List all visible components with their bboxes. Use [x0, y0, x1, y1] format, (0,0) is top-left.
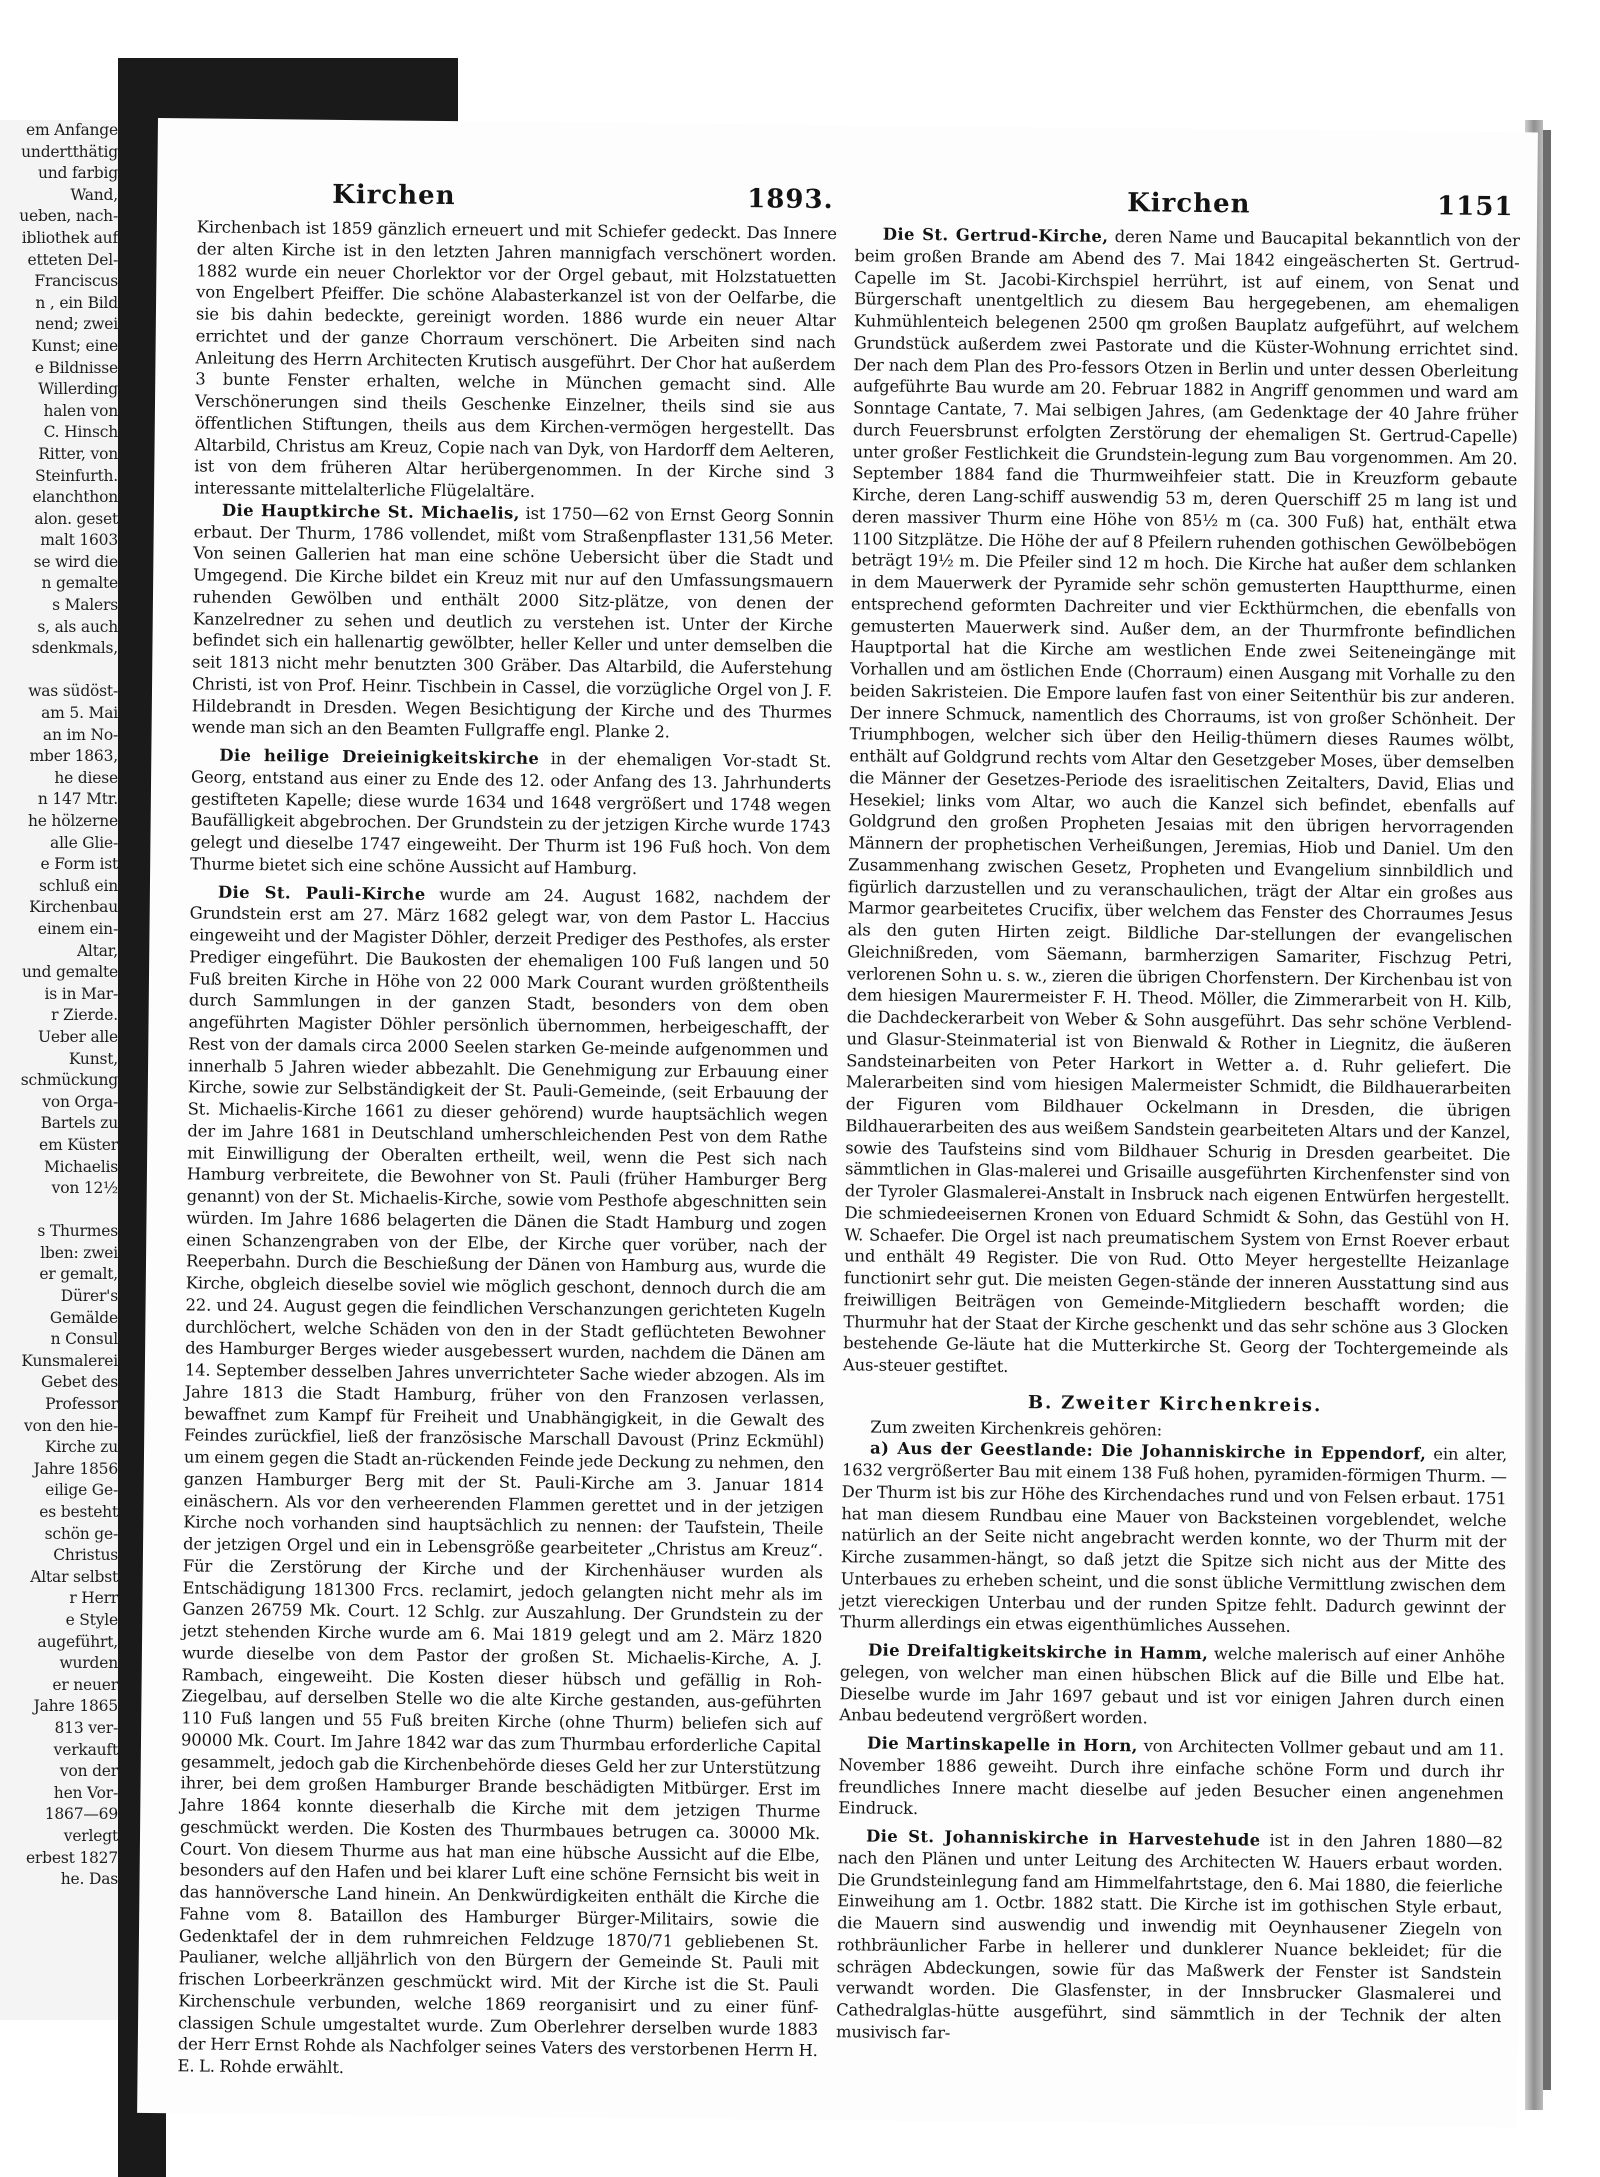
- entry-text: deren Name und Baucapital bekanntlich von der beim großen Brande am Abend des 7. Mai 1842 eingeäscherten St. Gertrud-Capelle im St. Jacobi-Kirchspiel herrührt, ist auf einem, von Senat und Bürgerschaft unentgeltlich zu diesem Bau hergegebenen, am ehemaligen Kuhmühlenteich belegenen 2500 qm großen Bauplatz aufgeführt, auf welchem Grundstück außerdem zwei Pastorate und die Küster-Wohnung errichtet sind. Der nach dem Plan des Pro-fessors Otzen in Berlin und unter dessen Oberleitung aufgeführte Bau wurde am 20. Februar 1882 in Angriff genommen und ward am Sonntage Cantate, 7. Mai selbigen Jahres, (am Gedenktage der 40 Jahre früher durch Feuersbrunst erfolgten Zerstörung der ehemaligen St. Gertrud-Capelle) unter großer Festlichkeit die Grundstein-legung zum Bau vorgenommen. Am 20. September 1884 fand die Thurmweihfeier statt. Die in Kreuzform gebaute Kirche, deren Lang-schiff auswendig 53 m, deren Querschiff 25 m lang ist und deren massiver Thurm eine Höhe von 85½ m (ca. 300 Fuß) hat, enthält etwa 1100 Sitzplätze. Die Höhe der auf 8 Pfeilern ruhenden gothischen Gewölbebögen beträgt 19½ m. Die Pfeiler sind 12 m hoch. Die Kirche hat außer dem schlanken in dem Mauerwerk der Pyramide sehr schön gemusterten Hauptthurme, einen entsprechend geformten Dachreiter und vier Eckthürmchen, die ebenfalls von gemusterten Mauerwerk sind. Außer dem, an der Thurmfronte befindlichen Hauptportal hat die Kirche am westlichen Ende zwei Seiteneingänge mit Vorhallen und am östlichen Ende (Chorraum) einen Ausgang mit Vorhalle zu den beiden Sakristeien. Die Empore laufen fast von einer Seitenthür bis zur anderen. Der innere Schmuck, namentlich des Chorraums, ist von großer Schönheit. Der Triumphbogen, welcher sich über den Heilig-thümern dieses Raumes wölbt, enthält auf Goldgrund rechts vom Altar den Gesetzgeber Moses, über demselben die Männer der Gesetzes-Periode des israelitischen Zeitalters, David, Elias und Hesekiel; links vom Altar, wo auch die Kanzel sich befindet, ebenfalls auf Goldgrund den großen Propheten Jesaias mit den übrigen hervorragenden Männern der prophetischen Verheißungen, Jeremias, Hiob und Daniel. Um den Zusammenhang zwischen Gesetz, Propheten und Evangelium sinnbildlich und figürlich darzustellen und zu veranschaulichen, trägt der Altar ein großes aus Marmor gearbeitetes Crucifix, über welchem das Fenster des Chorraumes Jesus als den guten Hirten zeigt. Bildliche Dar-stellungen der evangelischen Gleichnißreden, vom Säemann, barmherzigen Samariter, Fischzug Petri, verlorenen Sohn u. s. w., zieren die übrigen Chorfenstern. Der Kirchenbau ist von dem hiesigen Maurermeister F. H. Theod. Möller, die Zimmerarbeit von H. Kilb, die Dachdeckerarbeit von Weber & Sohn ausgeführt. Das sehr schöne Verblend- und Glasur-Steinmaterial ist von Bienwald & Rother in Liegnitz, die äußeren Sandsteinarbeiten von Peter Harkort in Wetter a. d. Ruhr geliefert. Die Malerarbeiten sind vom hiesigen Malermeister Schmidt, die Bildhauerarbeiten der Figuren vom Bildhauer Ockelmann in Dresden, die übrigen Bildhauerarbeiten des aus weißem Sandstein gearbeiteten Altars und der Kanzel, sowie des Taufsteins sind vom Bildhauer Schurig in Dresden gearbeitet. Die sämmtlichen in Glas-malerei und Grisaille ausgeführten Kirchenfenster sind von der Tyroler Glasmalerei-Anstalt in Insbruck nach eigenen Entwürfen hergestellt. Die schmiedeeisernen Kronen von Eduard Schmidt & Sohn, das Gestühl von H. W. Schaefer. Die Orgel ist nach preumatischem System von Ernst Roever erbaut und enthält 49 Register. Die von Rud. Otto Meyer hergestellte Heizanlage functionirt sehr gut. Die meisten Gegen-stände der inneren Ausstattung sind aus freiwilligen Beiträgen von Gemeinde-Mitgliedern beschafft worden; die Thurmuhr hat der Staat der Kirche geschenkt und das sehr schöne aus 3 Glocken bestehende Ge-läute hat die Mutterkirche St. Georg der Tochtergemeinde als Aus-steuer gestiftet.: [842, 226, 1520, 1376]
- entry-title: Die Martinskapelle in Horn,: [866, 1733, 1138, 1756]
- facing-page-line: lben: zwei: [40, 1243, 118, 1262]
- facing-page-line: Kirchenbau: [29, 898, 118, 917]
- facing-page-line: n gemalte: [41, 574, 118, 593]
- facing-page-line: Ritter, von: [38, 444, 118, 463]
- facing-page-line: se wird die: [33, 552, 118, 571]
- facing-page-line: er neuer: [52, 1675, 118, 1694]
- facing-page-line: undertthätig: [21, 142, 118, 161]
- facing-page-line: s, als auch: [37, 617, 118, 636]
- facing-page-line: he. Das: [60, 1870, 118, 1889]
- entry-text: von Architecten Vollmer gebaut und am 11. November 1886 geweiht. Durch ihre einfache schöne Form und durch ihr freundliches Innere macht dieselbe auf jeden Besucher einen angenehmen Eindruck.: [838, 1736, 1505, 1819]
- facing-page-line: Franciscus: [34, 272, 118, 291]
- entry-text: ist 1750—62 von Ernst Georg Sonnin erbaut. Der Thurm, 1786 vollendet, mißt vom Straßenpflaster 131,56 Meter. Von seinen Gallerien hat man eine schöne Uebersicht über die Stadt und Umgegend. Die Kirche bildet ein Kreuz mit nur auf den Umfassungsmauern ruhenden Gewölben und enthält 2000 Sitz-plätze, von denen der Kanzelredner zu sehen und deutlich zu verstehen ist. Unter der Kirche befindet sich ein hallenartig gewölbter, heller Keller und unter demselben die seit 1813 nicht mehr benutzten 300 Gräber. Das Altarbild, die Auferstehung Christi, ist von Prof. Heinr. Tischbein in Cassel, die vorzügliche Orgel von J. F. Hildebrandt in Dresden. Wegen Besichtigung der Kirche und des Thurmes wende man sich an den Beamten Fullgraffe engl. Planke 2.: [191, 503, 834, 742]
- entry-title: Die heilige Dreieinigkeitskirche: [219, 745, 540, 769]
- facing-page-line: Kunst,: [68, 1049, 118, 1068]
- facing-page-line: augeführt,: [37, 1632, 118, 1651]
- header-left-title: Kirchen: [332, 179, 456, 212]
- church-entry: [840, 1437, 1507, 1640]
- facing-page-line: schmückung: [20, 1071, 118, 1090]
- facing-page-line: r Herr: [69, 1589, 118, 1608]
- entry-title: Die St. Johanniskirche in Harvestehude: [865, 1826, 1261, 1850]
- facing-page-line: von der: [59, 1762, 118, 1781]
- church-entry: [843, 223, 1520, 1383]
- facing-page-line: n , ein Bild: [35, 293, 118, 312]
- facing-page-line: is in Mar-: [44, 984, 118, 1003]
- header-year: 1893.: [747, 184, 834, 216]
- facing-page-line: Altar selbst: [30, 1567, 118, 1586]
- facing-page-line: Kirche zu: [44, 1438, 118, 1457]
- facing-page-line: sdenkmals,: [31, 639, 118, 658]
- entry-text: Kirchenbach ist 1859 gänzlich erneuert und mit Schiefer gedeckt. Das Innere der alten Kirche ist in den letzten Jahren mannigfach verschönert worden. 1882 wurde ein neuer Chorlektor vor der Orgel gebaut, mit Holzstatuetten von Engelbert Pfeiffer. Die schöne Alabasterkanzel ist von der Oelfarbe, die sie bis dahin bedeckte, gereinigt worden. 1886 wurde ein neuer Altar errichtet und der ganze Chorraum verschönert. Die Arbeiten sind nach Anleitung des Herrn Architecten Krutisch ausgeführt. Der Chor hat außerdem 3 bunte Fenster erhalten, welche in München gemacht sind. Alle Verschönerungen sind theils Geschenke Einzelner, theils sind sie aus öffentlichen Stiftungen, theils aus dem Kirchen-vermögen hergestellt. Das Altarbild, Christus am Kreuz, Copie nach van Dyk, von Hardorff dem Aelteren, ist von dem früheren Altar herübergenommen. In der Kirche sind 3 interessante mittelalterliche Flügelaltäre.: [194, 217, 837, 501]
- facing-page-line: s Thurmes: [37, 1222, 118, 1241]
- facing-page-line: Wand,: [70, 185, 118, 204]
- facing-page-line: Steinfurth.: [34, 466, 118, 485]
- facing-page-line: n 147 Mtr.: [37, 790, 118, 809]
- facing-page-line: s Malers: [52, 596, 118, 615]
- facing-page-line: alon. geset: [34, 509, 118, 528]
- facing-page-line: Bartels zu: [40, 1114, 118, 1133]
- facing-page-line: n Consul: [50, 1330, 118, 1349]
- facing-page-line: Jahre 1856: [33, 1459, 118, 1478]
- entry-text: in der ehemaligen Vor-stadt St. Georg, entstand aus einer zu Ende des 12. oder Anfang des 13. Jahrhunderts gestifteten Kapelle; diese wurde 1634 und 1648 vergrößert und 1748 wegen Baufälligkeit abgebrochen. Der Grundstein zu der jetzigen Kirche wurde 1743 gelegt und dieselbe 1747 eingeweiht. Der Thurm ist 196 Fuß hoch. Von dem Thurme bietet sich eine schöne Aussicht auf Hamburg.: [190, 749, 832, 878]
- church-entry: [194, 216, 837, 505]
- entry-text: ist in den Jahren 1880—82 nach den Plänen und unter Leitung des Architecten W. Hauers erbaut worden. Die Grundsteinlegung fand am Himmelfahrtstage, den 6. Mai 1880, die feierliche Einweihung am 1. Octbr. 1882 statt. Die Kirche ist im gothischen Style erbaut, die Mauern sind auswendig und inwendig mit Oeynhausener Ziegeln von rothbräunlicher Farbe in hellerer und dunklerer Nuance bekleidet; für die schrägen Abdeckungen, sowie für das Maßwerk der Fenster ist Sandstein verwandt worden. Die Glasfenster, in der Innsbrucker Glasmalerei und Cathedralglas-hütte ausgeführt, sind sämmtlich in der Technik der alten musivisch far-: [835, 1830, 1504, 2043]
- facing-page-line: er gemalt,: [39, 1265, 118, 1284]
- facing-page-line: von Orga-: [42, 1092, 118, 1111]
- entry-text: Zum zweiten Kirchenkreis gehören:: [870, 1417, 1163, 1440]
- facing-page-line: Professor: [45, 1395, 118, 1414]
- facing-page-line: eilige Ge-: [45, 1481, 118, 1500]
- facing-page-line: hen Vor-: [53, 1783, 118, 1802]
- facing-page-line: an im No-: [42, 725, 118, 744]
- facing-page-line: Kunsmalerei: [21, 1351, 118, 1370]
- facing-page-line: ibliothek auf: [21, 228, 118, 247]
- facing-page-line: mber 1863,: [29, 747, 118, 766]
- right-text-column: [836, 223, 1520, 2055]
- facing-page-line: Christus: [53, 1546, 118, 1565]
- facing-page-line: [0, 660, 120, 682]
- facing-page-line: am 5. Mai: [41, 704, 118, 723]
- facing-page-line: Jahre 1865: [33, 1697, 118, 1716]
- church-entry: [838, 1732, 1504, 1826]
- facing-page-line: Michaelis: [44, 1157, 118, 1176]
- book-page: [137, 118, 1538, 2127]
- facing-page-line: einem ein-: [37, 919, 118, 938]
- facing-page-line: r Zierde.: [51, 1006, 118, 1025]
- facing-page-line: he diese: [54, 768, 118, 787]
- facing-page-line: was südöst-: [28, 682, 118, 701]
- page-edge-shadow: [1543, 130, 1551, 2090]
- facing-page-line: malt 1603: [40, 531, 118, 550]
- header-right-title: Kirchen: [1127, 188, 1251, 220]
- facing-page-line: nend; zwei: [35, 315, 118, 334]
- church-entry: [192, 499, 834, 745]
- section-heading: B. Zweiter Kirchenkreis.: [1027, 1391, 1323, 1417]
- facing-page-line: es besteht: [39, 1503, 118, 1521]
- entry-text: welche malerisch auf einer Anhöhe gelegen, von welcher man einen hübschen Blick auf die Bille und Elbe hat. Dieselbe wurde im Jahr 1697 gebaut und ist vor einigen Jahren durch einen Anbau bedeutend vergrößert worden.: [839, 1644, 1506, 1728]
- church-entry: [177, 881, 829, 2084]
- facing-page-line: schluß ein: [39, 876, 118, 895]
- facing-page-line: und gemalte: [21, 963, 118, 982]
- facing-page-line: he hölzerne: [27, 812, 118, 830]
- facing-page-line: Willerding: [38, 380, 118, 399]
- facing-page-line: alle Glie-: [50, 833, 118, 852]
- facing-page-line: und farbig: [37, 164, 118, 183]
- facing-page-line: 813 ver-: [54, 1718, 118, 1737]
- page-number: 1151: [1436, 191, 1514, 223]
- facing-page-line: 1867—69: [44, 1805, 118, 1824]
- facing-page-line: verlegt: [63, 1826, 118, 1845]
- entry-title: Die Hauptkirche St. Michaelis,: [221, 500, 520, 523]
- facing-page-line: Dürer's: [60, 1287, 118, 1306]
- facing-page-line: ueben, nach-: [19, 207, 118, 226]
- facing-page-fragment: [0, 120, 120, 2020]
- facing-page-line: erbest 1827: [25, 1848, 118, 1867]
- facing-page-line: Altar,: [76, 941, 118, 960]
- facing-page-line: Gemälde: [49, 1308, 118, 1327]
- facing-page-text: [0, 120, 120, 1891]
- facing-page-line: Ueber alle: [38, 1027, 118, 1046]
- entry-title: Die Dreifaltigkeitskirche in Hamm,: [867, 1640, 1209, 1664]
- facing-page-line: Kunst; eine: [31, 336, 118, 355]
- facing-page-line: elanchthon: [32, 488, 118, 507]
- facing-page-line: halen von: [43, 401, 118, 420]
- church-entry: [190, 744, 831, 881]
- facing-page-line: C. Hinsch: [43, 423, 118, 442]
- facing-page-line: schön ge-: [44, 1524, 118, 1543]
- facing-page-line: e Bildnisse: [34, 358, 118, 377]
- church-entry: [836, 1825, 1503, 2049]
- facing-page-line: von den hie-: [24, 1416, 118, 1435]
- entry-text: ein alter, 1632 vergrößerter Bau mit einem 138 Fuß hohen, pyramiden-förmigen Thurm. — Der Thurm ist bis zur Höhe des Kirchendaches rund und von Felsen erbaut. 1751 hat man diesem Rundbau eine Mauer von Backsteinen vorgeblendet, welche natürlich an der Seite nicht angebracht werden konnte, wo der Thurm mit der Kirche zusammen-hängt, so daß jetzt die Spitze sich nicht aus der Mitte des Unterbaues zu erheben scheint, und die sonst übliche Vermittlung zwischen dem jetzt viereckigen Unterbau und der runden Spitze fehlt. Dadurch gewinnt der Thurm allerdings ein etwas eigenthümliches Aussehen.: [840, 1444, 1508, 1637]
- facing-page-line: wurden: [59, 1654, 118, 1673]
- facing-page-line: em Anfange: [25, 121, 118, 139]
- facing-page-line: e Style: [65, 1610, 118, 1629]
- entry-title: a) Aus der Geestlande: Die Johanniskirche in Eppendorf,: [870, 1438, 1427, 1464]
- entry-title: Die St. Gertrud-Kirche,: [882, 224, 1109, 246]
- facing-page-line: etteten Del-: [27, 250, 118, 269]
- facing-page-line: Gebet des: [40, 1373, 118, 1392]
- left-text-column: [177, 216, 837, 2089]
- facing-page-line: verkauft: [53, 1740, 118, 1759]
- entry-text: wurde am 24. August 1682, nachdem der Grundstein erst am 27. März 1682 gelegt war, von dem Pastor L. Haccius eingeweiht und der Magister Döhler, derzeit Prediger des Pesthofes, als erster Prediger eingeführt. Die Baukosten der ehemaligen 100 Fuß langen und 50 Fuß breiten Kirche in Höhe von 22 000 Mark Courant wurden größtentheils durch Sammlungen in der ganzen Stadt, besonders von dem oben angeführten Magister Döhler persönlich übernommen, herbeigeschafft, der Rest von der damals circa 2000 Seelen starken Ge-meinde aufgenommen und innerhalb 5 Jahren wieder abbezahlt. Die Genehmigung zur Erbauung einer Kirche, sowie zur Selbständigkeit der St. Pauli-Gemeinde, (seit Erbauung der St. Michaelis-Kirche 1661 zu dieser gehörend) wurde hauptsächlich wegen der im Jahre 1681 in Deutschland umherschleichenden Pest von dem Rathe mit Einwilligung der Oberalten ertheilt, weil, wenn die Pest sich nach Hamburg verbreitete, die Bewohner von St. Pauli (früher Hamburger Berg genannt) von der St. Michaelis-Kirche, sowie vom Pesthofe abgeschnitten sein würden. Im Jahre 1686 belagerten die Dänen die Stadt Hamburg und zogen einen Schanzengraben von der Elbe, der Kirche quer vorüber, nach der Reeperbahn. Durch die Beschießung der Dänen von Hamburg aus, wurde die Kirche, obgleich dieselbe soviel wie möglich geschont, dennoch durch die am 22. und 24. August gegen die feindlichen Verschanzungen gerichteten Kugeln durchlöchert, welche Schäden von den in der Stadt geflüchteten Bewohner des Hamburger Berges wieder ausgebessert wurden, nachdem die Dänen am 14. September desselben Jahres unverrichteter Sache wieder abzogen. Als im Jahre 1813 die Stadt Hamburg, früher von den Franzosen verlassen, bewaffnet zum Kampf für Freiheit und Unabhängigkeit, in die Gewalt des Feindes zurückfiel, ließ der französische Marschall Davoust (Prinz Eckmühl) um einem gegen die Stadt an-rückenden Feinde jede Deckung zu nehmen, den ganzen Hamburger Berg mit der St. Pauli-Kirche am 3. Januar 1814 einäschern. Als vor den verheerenden Flammen gerettet und in der jetzigen Kirche noch vorhanden sind hauptsächlich zu nennen: der Taufstein, Theile der jetzigen Orgel und ein in Lebensgröße gearbeiteter „Christus am Kreuz“. Für die Zerstörung der Kirche und der Kirchenhäuser wurden als Entschädigung 181300 Frcs. reclamirt, jedoch gelangten nicht mehr als im Ganzen 26759 Mk. Court. 12 Schlg. zur Auszahlung. Der Grundstein zu der jetzt stehenden Kirche wurde am 6. Mai 1819 gelegt und am 2. März 1820 wurde dieselbe von dem Pastor der großen St. Michaelis-Kirche, A. J. Rambach, eingeweiht. Die Kosten dieser hübsch und gefällig in Roh-Ziegelbau, auf derselben Stelle wo die alte Kirche gestanden, aus-geführten 110 Fuß langen und 55 Fuß breiten Kirche (ohne Thurm) beliefen sich auf 90000 Mk. Court. Im Jahre 1842 war das zum Thurmbau erforderliche Capital gesammelt, jedoch gab die Kirchenbehörde dieses Geld her zur Unterstützung ihrer, bei dem großen Hamburger Brande beschädigten Mitbürger. Erst im Jahre 1864 konnte dieserhalb die Kirche mit dem jetzigen Thurme geschmückt werden. Die Kosten des Thurmbaues betrugen ca. 30000 Mk. Court. Von diesem Thurme aus hat man eine hübsche Aussicht auf die Elbe, besonders auf den Hafen und bei klarer Luft eine schöne Fernsicht bis weit in das hannöversche Land hinein. An Denkwürdigkeiten enthält die Kirche die Fahne vom 8. Bataillon des Hamburger Bürger-Militairs, sowie die Gedenktafel der in dem ruhmreichen Feldzuge 1870/71 gebliebenen St. Paulianer, welche alljährlich von den Bürgern der Gemeinde St. Pauli mit frischen Lorbeerkränzen geschmückt wird. Mit der Kirche ist die St. Pauli Kirchenschule verbunden, welche 1869 reorganisirt und zu einer fünf-classigen Schule umgestaltet wurde. Zum Oberlehrer derselben wurde 1883 der Herr Ernst Rohde als Nachfolger seines Vaters des verstorbenen Herrn H. E. L. Rohde erwählt.: [177, 884, 830, 2078]
- entry-title: Die St. Pauli-Kirche: [217, 882, 426, 904]
- facing-page-line: em Küster: [39, 1135, 118, 1154]
- facing-page-line: von 12½: [51, 1179, 118, 1198]
- facing-page-line: [0, 1200, 120, 1222]
- church-entry: [839, 1639, 1505, 1733]
- facing-page-line: e Form ist: [40, 855, 118, 874]
